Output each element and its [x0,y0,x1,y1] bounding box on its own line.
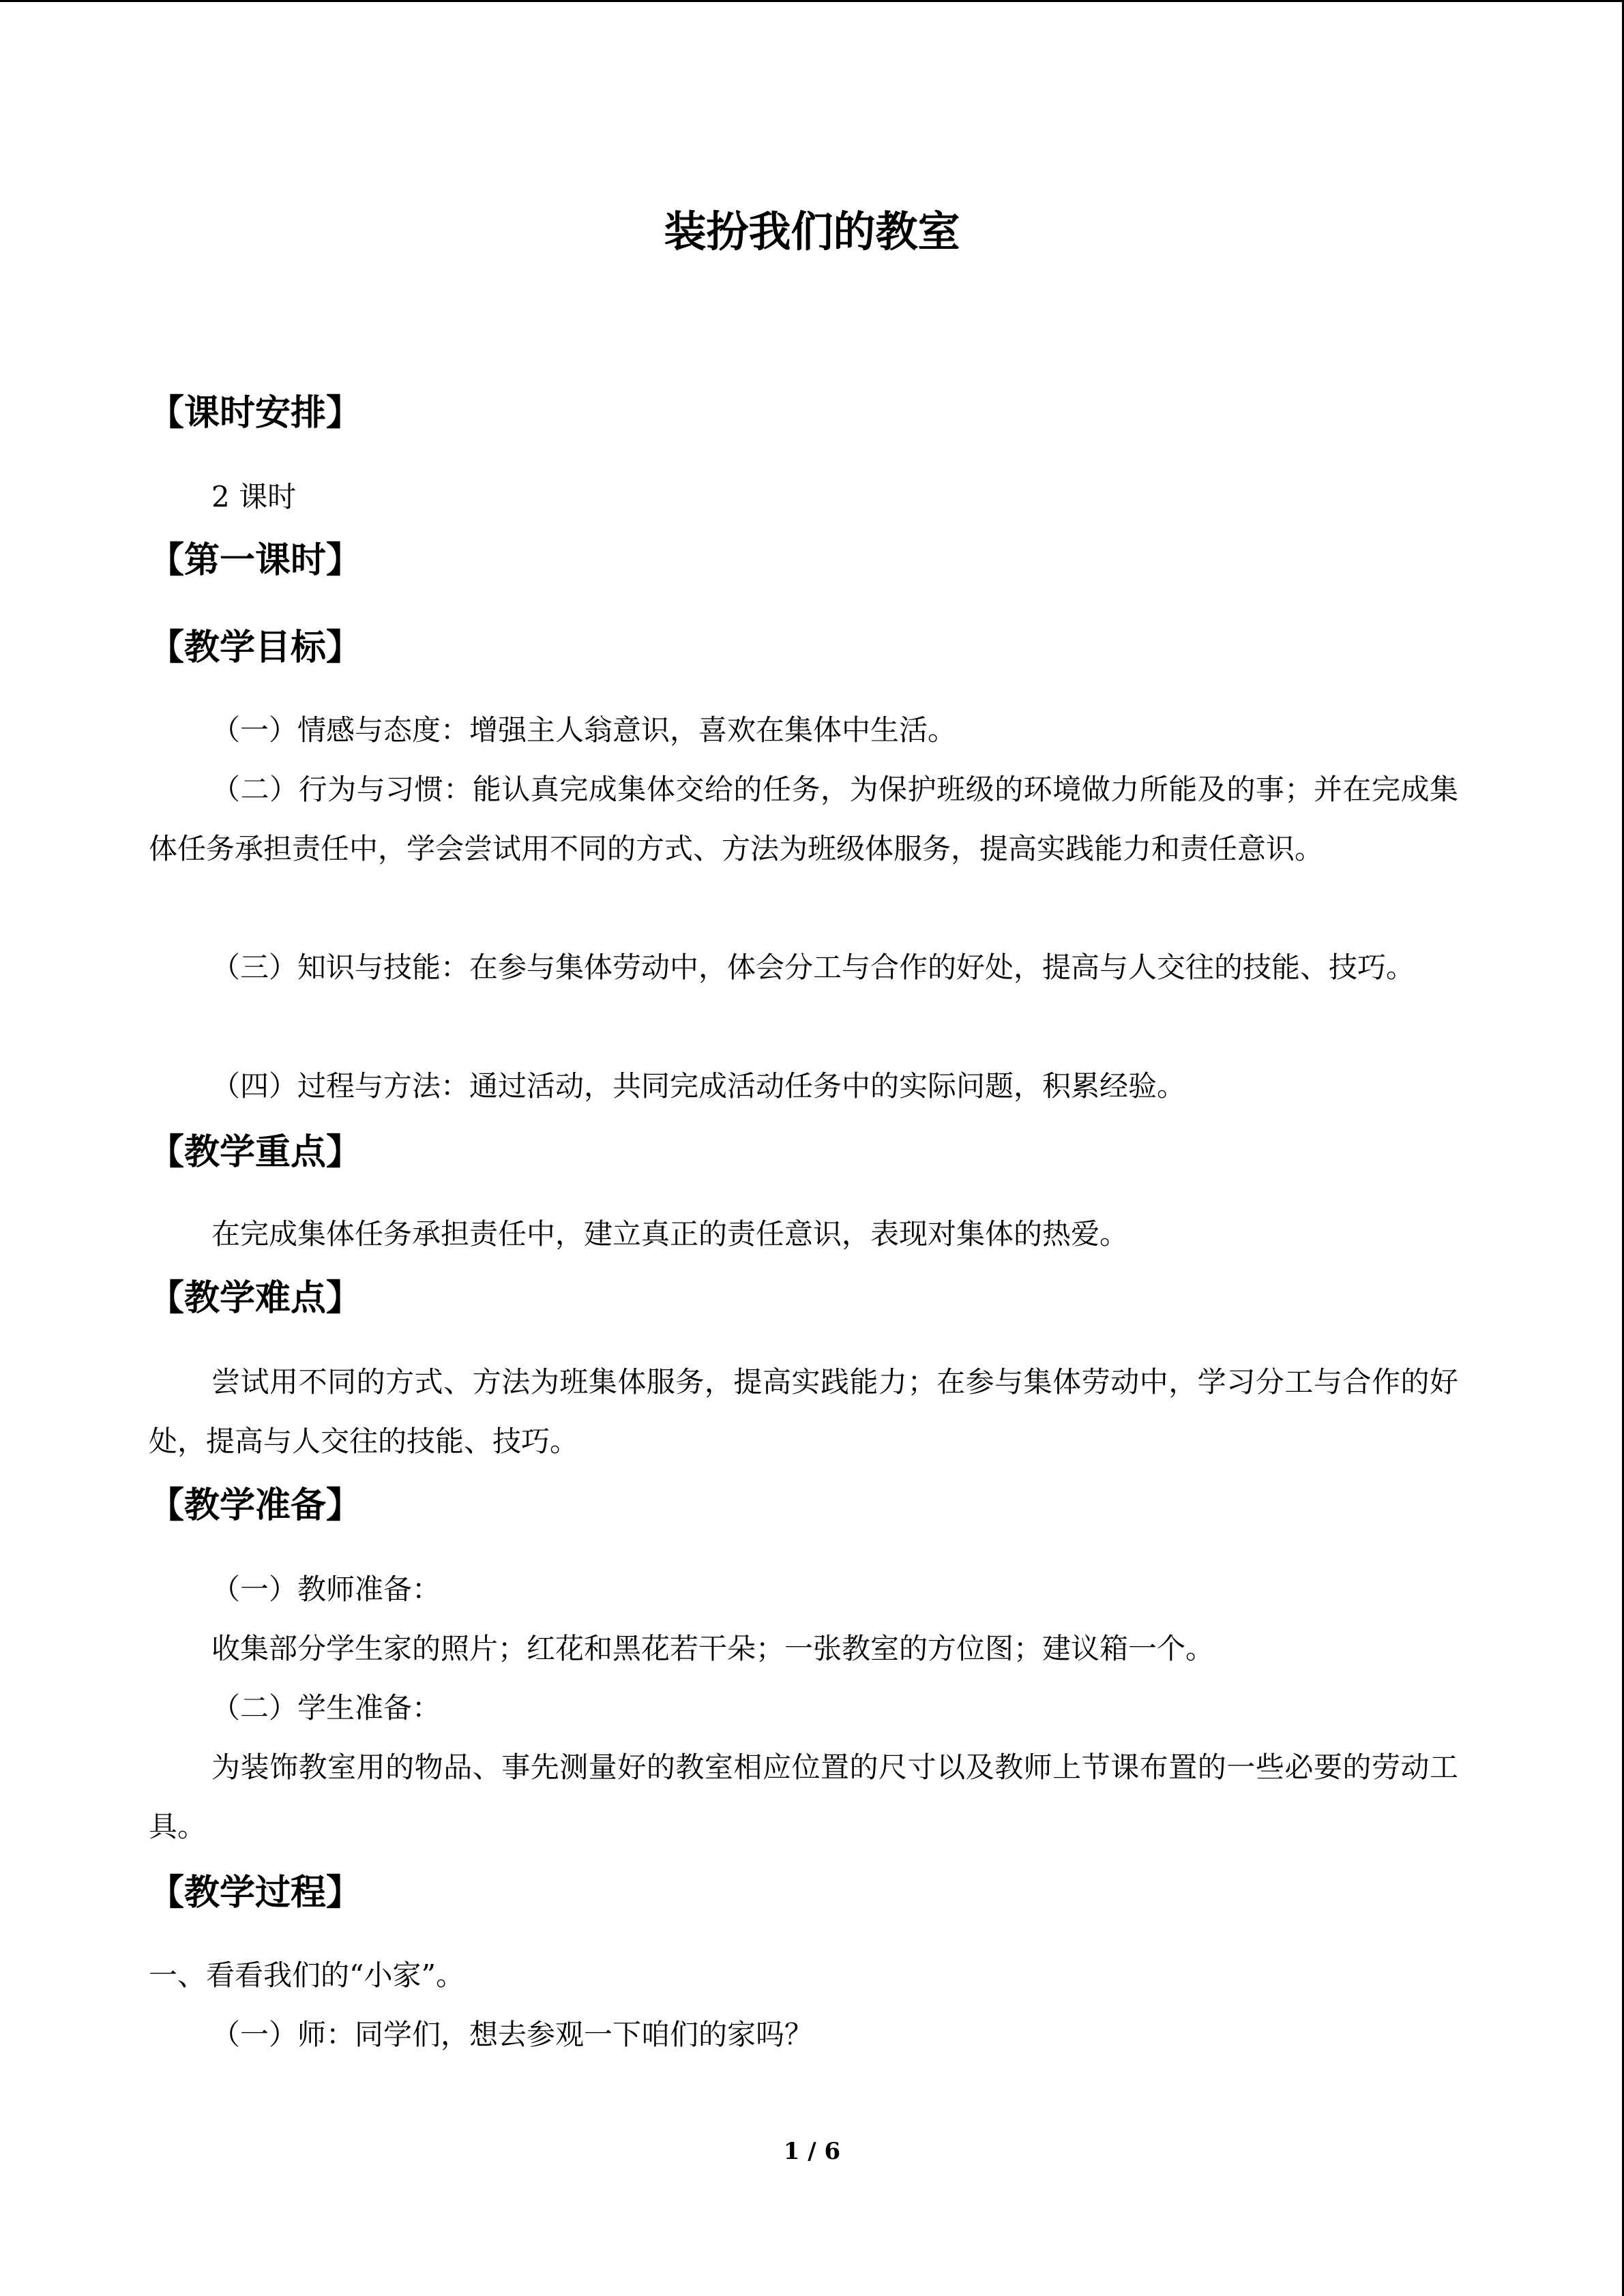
section-heading-first-lesson: 【第一课时】 [149,540,362,581]
paragraph: 为装饰教室用的物品、事先测量好的教室相应位置的尺寸以及教师上节课布置的一些必要的劳动工具。 [149,1750,1458,1843]
paragraph: （三）知识与技能：在参与集体劳动中，体会分工与合作的好处，提高与人交往的技能、技巧。 [211,951,1415,984]
page-number: 1 / 6 [783,2138,841,2165]
section-heading-goals: 【教学目标】 [149,627,362,668]
section-heading-difficulties: 【教学难点】 [149,1278,362,1319]
paragraph: 一、看看我们的“小家”。 [149,1958,464,1992]
paragraph: （四）过程与方法：通过活动，共同完成活动任务中的实际问题，积累经验。 [211,1069,1186,1103]
paragraph: 2 课时 [211,480,297,513]
section-heading-key-points: 【教学重点】 [149,1132,362,1173]
paragraph: （一）师：同学们，想去参观一下咱们的家吗？ [211,2018,814,2051]
paragraph: （二）行为与习惯：能认真完成集体交给的任务，为保护班级的环境做力所能及的事；并在完成集体任务承担责任中，学会尝试用不同的方式、方法为班级体服务，提高实践能力和责任意识。 [149,773,1458,865]
paragraph: （一）教师准备： [211,1572,441,1606]
document-title: 装扮我们的教室 [664,207,960,256]
paragraph: （一）情感与态度：增强主人翁意识，喜欢在集体中生活。 [211,713,957,747]
paragraph: 收集部分学生家的照片；红花和黑花若干朵；一张教室的方位图；建议箱一个。 [211,1632,1215,1665]
section-heading-process: 【教学过程】 [149,1873,362,1913]
paragraph: （二）学生准备： [211,1691,441,1725]
section-heading-schedule: 【课时安排】 [149,393,362,434]
section-heading-preparation: 【教学准备】 [149,1485,362,1526]
paragraph: 尝试用不同的方式、方法为班集体服务，提高实践能力；在参与集体劳动中，学习分工与合作的好处，提高与人交往的技能、技巧。 [149,1365,1458,1458]
paragraph: 在完成集体任务承担责任中，建立真正的责任意识，表现对集体的热爱。 [211,1217,1129,1251]
